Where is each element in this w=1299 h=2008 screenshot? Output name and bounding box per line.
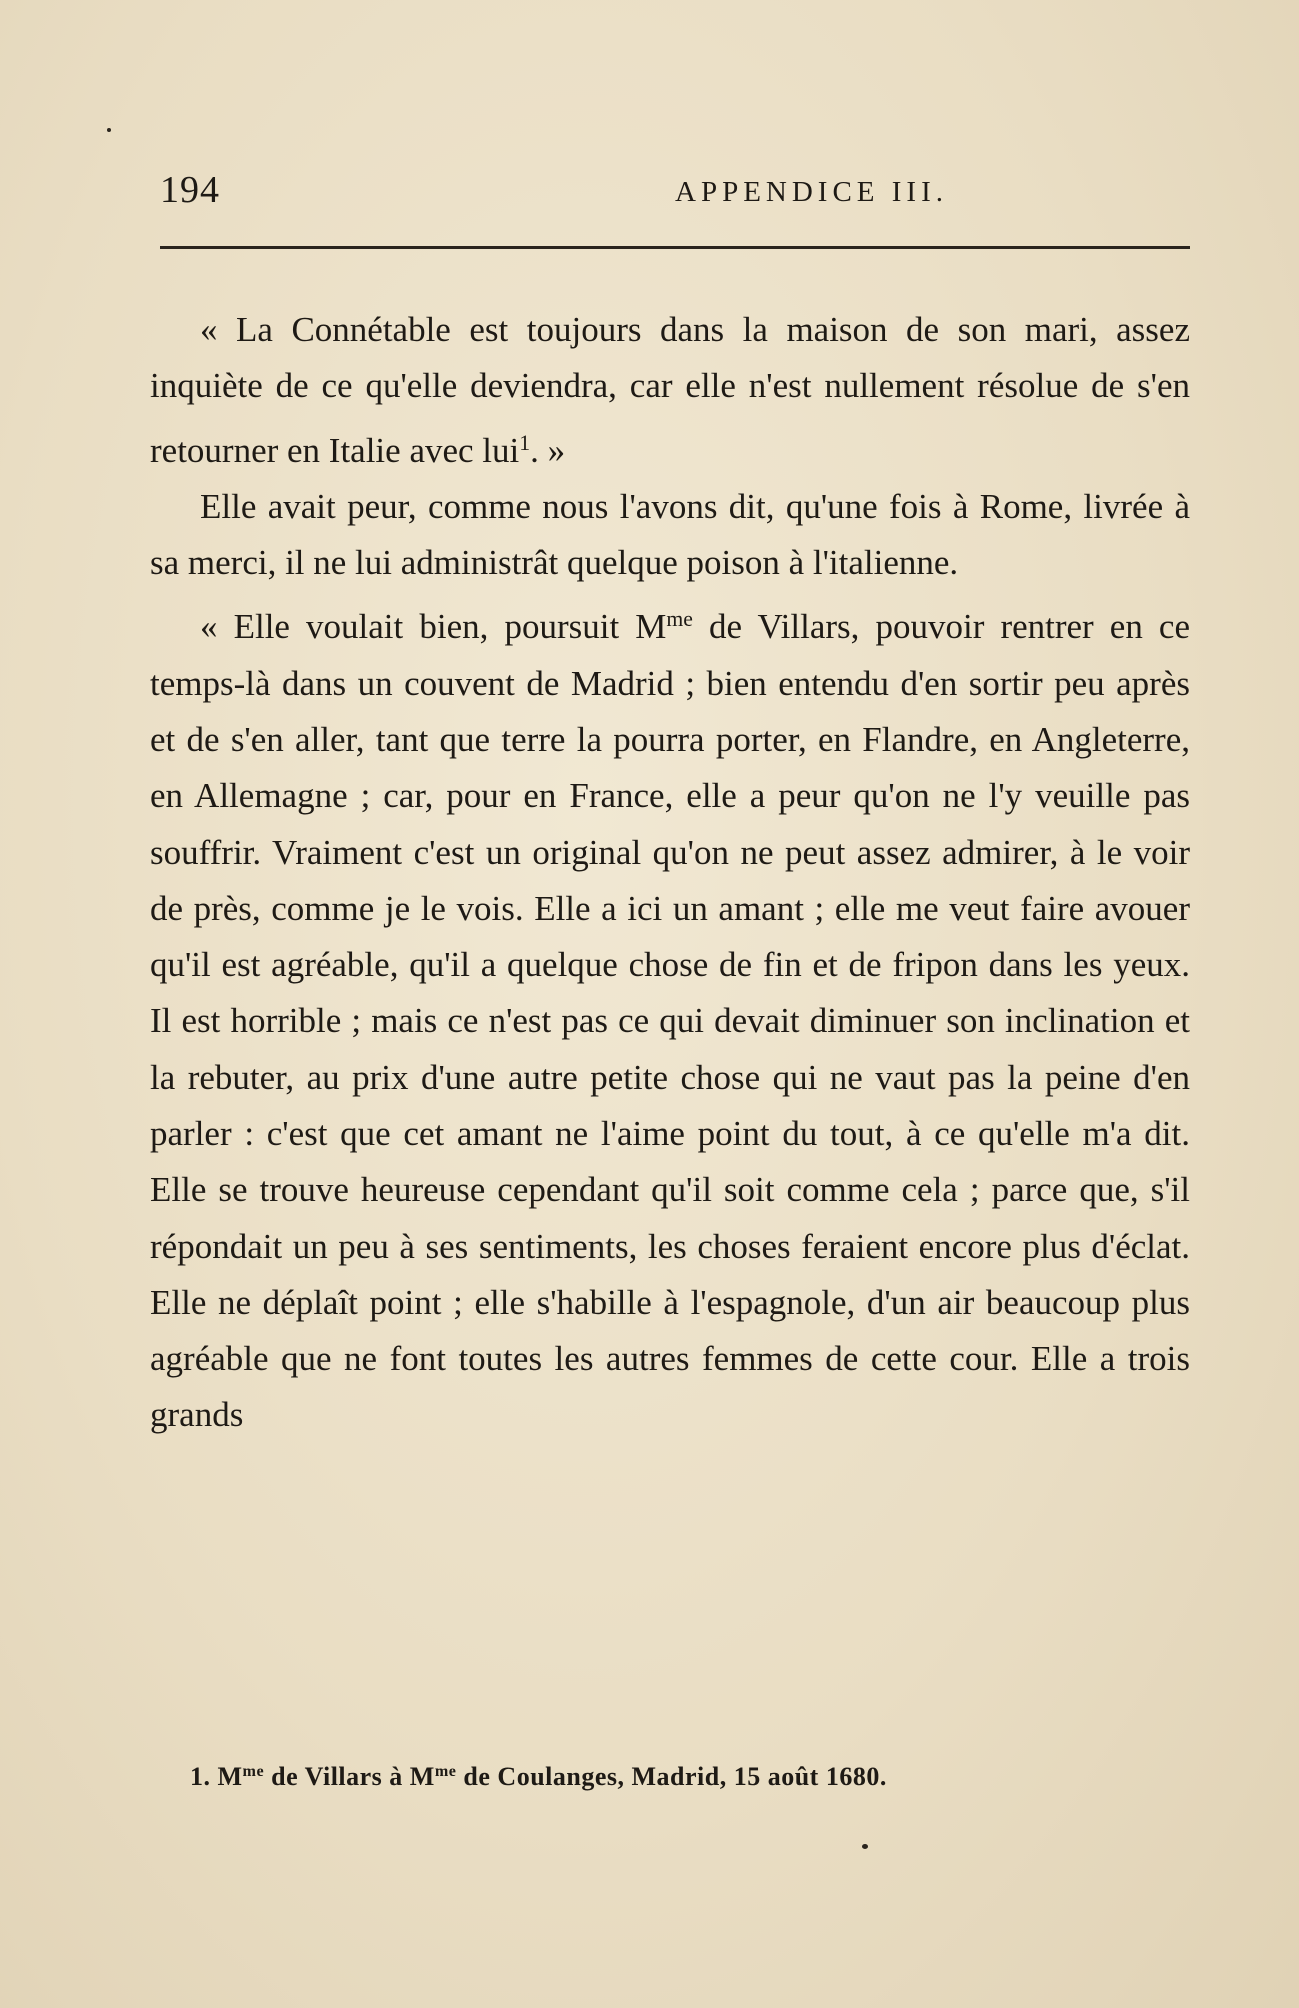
paragraph-1-text: « La Connétable est toujours dans la maison de son mari, assez inquiète de ce qu'elle deviendra, car elle n'est nullement résolue de s'en retourner en Italie avec lui xyxy=(150,310,1190,470)
page-number: 194 xyxy=(160,169,220,211)
footnote-sup-1: me xyxy=(242,1763,265,1781)
footnote-mid: de Villars à M xyxy=(264,1762,435,1791)
paragraph-3-text: de Villars, pouvoir rentrer en ce temps-là dans un couvent de Madrid ; bien entendu d'en sortir peu après et de s'en aller, tant que terre la pourra porter, en Flandre, en Angleterre, en Allemagne ; car, pour en France, elle a peur qu'on ne l'y veuille pas souffrir. Vraiment c'est un original qu'on ne peut assez admirer, à le voir de près, comme je le vois. Elle a ici un amant ; elle me veut faire avouer qu'il est agréable, qu'il a quelque chose de fin et de fripon dans les yeux. Il est horrible ; mais ce n'est pas ce qui devait diminuer son inclination et la rebuter, au prix d'une autre petite chose qui ne vaut pas la peine d'en parler : c'est que cet amant ne l'aime point du tout, à ce qu'elle m'a dit. Elle se trouve heureuse cependant qu'il soit comme cela ; parce que, s'il répondait un peu à ses sentiments, les choses feraient encore plus d'éclat. Elle ne déplaît point ; elle s'habille à l'espagnole, d'un air beaucoup plus agréable que ne font toutes les autres femmes de cette cour. Elle a trois grands xyxy=(150,607,1190,1435)
paragraph-1 xyxy=(150,302,1190,479)
footnote-text: de Coulanges, Madrid, 15 août 1680. xyxy=(456,1762,887,1791)
ink-speck xyxy=(862,1844,868,1849)
ink-speck xyxy=(107,128,111,132)
page-header xyxy=(160,168,1190,218)
body-text xyxy=(150,302,1190,1444)
running-title: APPENDICE III. xyxy=(675,176,948,208)
abbrev-superscript: me xyxy=(666,607,693,632)
header-rule xyxy=(160,246,1190,249)
paragraph-2 xyxy=(150,479,1190,592)
paragraph-2-text: Elle avait peur, comme nous l'avons dit, qu'une fois à Rome, livrée à sa merci, il ne lui administrât quelque poison à l'italienne. xyxy=(150,486,1190,583)
paragraph-3-start: « Elle voulait bien, poursuit M xyxy=(200,607,667,647)
footnote xyxy=(190,1762,1190,1792)
footnote-reference: 1 xyxy=(519,430,531,455)
footnote-sup-2: me xyxy=(434,1763,457,1781)
paragraph-3 xyxy=(150,591,1190,1443)
paragraph-1-end: . » xyxy=(530,430,566,470)
footnote-number: 1. M xyxy=(190,1762,243,1791)
